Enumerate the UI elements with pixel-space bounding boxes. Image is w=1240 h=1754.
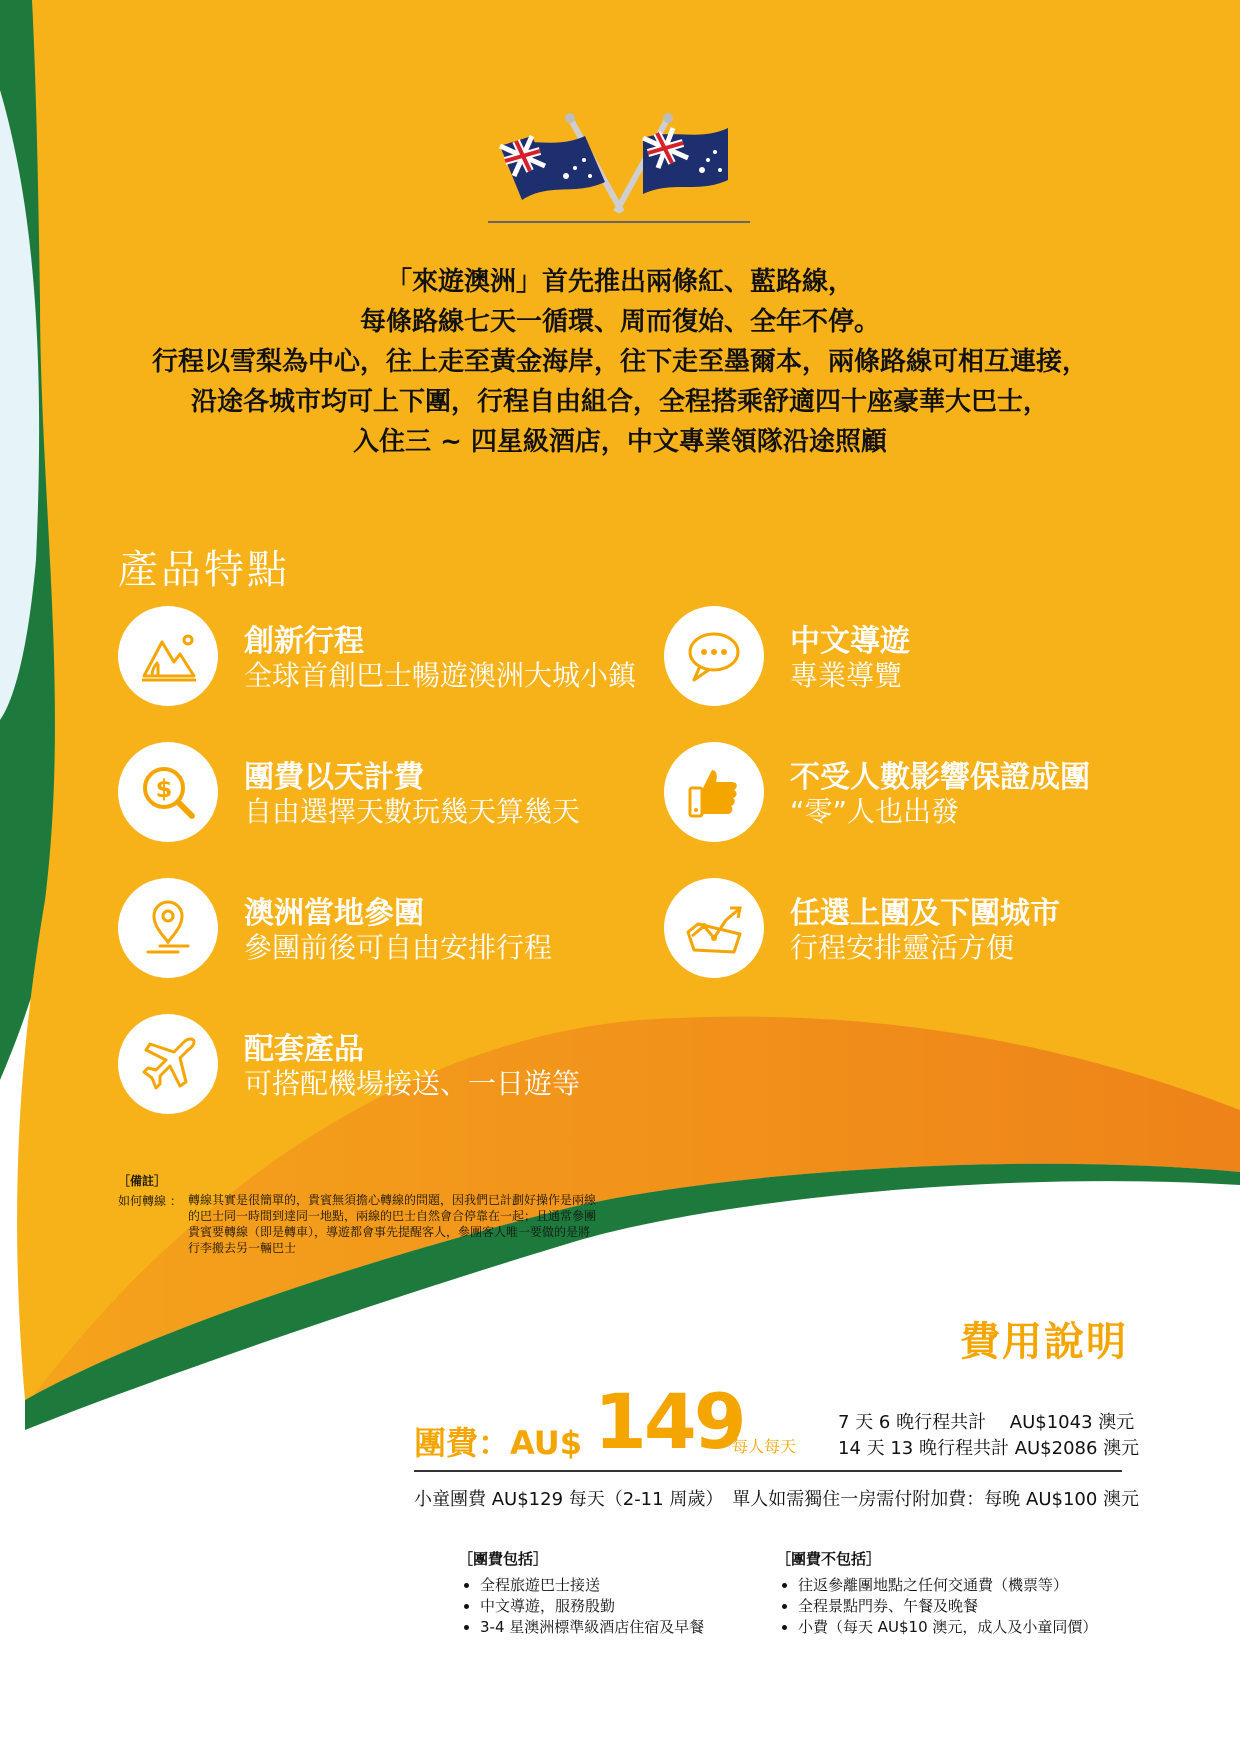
price-value: 149 bbox=[594, 1377, 744, 1466]
section-title-features: 產品特點 bbox=[118, 547, 290, 593]
package-price-7-days: 7 天 6 晚行程共計 AU$1043 澳元 bbox=[838, 1412, 1135, 1433]
divider bbox=[414, 1470, 1122, 1472]
location-pin-icon bbox=[138, 898, 198, 958]
feature-title: 團費以天計費 bbox=[244, 760, 424, 795]
intro-line: 每條路線七天一循環、周而復始、全年不停。 bbox=[359, 307, 880, 337]
includes-heading: ［團費包括］ bbox=[458, 1550, 549, 1568]
intro-line: 入住三 ~ 四星級酒店，中文專業領隊沿途照顧 bbox=[353, 427, 887, 457]
price-label: 團費：AU$ bbox=[414, 1424, 583, 1462]
package-price-14-days: 14 天 13 晚行程共計 AU$2086 澳元 bbox=[838, 1438, 1140, 1459]
fee-includes bbox=[458, 1548, 704, 1638]
feature-item bbox=[118, 1014, 638, 1114]
airplane-icon bbox=[138, 1034, 198, 1094]
list-item: • 往返參離團地點之任何交通費（機票等） bbox=[798, 1575, 1097, 1596]
intro-line: 行程以雪梨為中心，往上走至黃金海岸，往下走至墨爾本，兩條路線可相互連接， bbox=[151, 347, 1088, 377]
feature-item bbox=[664, 606, 1184, 706]
list-item: • 小費（每天 AU$10 澳元，成人及小童同價） bbox=[798, 1617, 1097, 1638]
notes-heading: ［備註］ bbox=[118, 1174, 167, 1188]
list-item: • 3-4 星澳洲標準級酒店住宿及早餐 bbox=[480, 1617, 704, 1638]
feature-title: 任選上團及下團城市 bbox=[790, 896, 1060, 931]
price-unit: 每人每天 bbox=[732, 1437, 797, 1456]
feature-icon-circle bbox=[118, 878, 218, 978]
feature-desc: 行程安排靈活方便 bbox=[790, 931, 1015, 964]
excludes-list bbox=[776, 1575, 1097, 1638]
feature-desc: “零”人也出發 bbox=[790, 795, 960, 828]
feature-title: 澳洲當地參團 bbox=[244, 896, 424, 931]
feature-desc: 專業導覽 bbox=[790, 659, 903, 692]
feature-icon-circle bbox=[664, 606, 764, 706]
fee-excludes bbox=[776, 1548, 1097, 1638]
feature-icon-circle bbox=[118, 606, 218, 706]
intro-paragraph bbox=[80, 262, 1160, 462]
fee-section-title: 費用說明 bbox=[960, 1319, 1128, 1365]
feature-desc: 參團前後可自由安排行程 bbox=[244, 931, 553, 964]
feature-icon-circle bbox=[118, 742, 218, 842]
child-and-single-fee: 小童團費 AU$129 每天（2-11 周歲） 單人如需獨住一房需付附加費：每晚 AU$100 澳元 bbox=[414, 1489, 1140, 1510]
feature-title: 中文導遊 bbox=[790, 624, 910, 659]
includes-list bbox=[458, 1575, 704, 1638]
feature-icon-circle bbox=[118, 1014, 218, 1114]
feature-title: 配套產品 bbox=[244, 1032, 364, 1067]
feature-title: 創新行程 bbox=[244, 624, 364, 659]
list-item: • 全程景點門券、午餐及晚餐 bbox=[798, 1596, 1097, 1617]
notes-body: 轉線其實是很簡單的，貴賓無須擔心轉線的問題，因我們已計劃好操作是兩線的巴士同一時間到達同一地點，兩線的巴士自然會合停靠在一起；且通常參團貴賓要轉線（即是轉車），導遊都會事先提醒客人，參團客人唯一要做的是將行李搬去另一輛巴士 bbox=[188, 1193, 597, 1255]
list-item: • 中文導遊，服務殷勤 bbox=[480, 1596, 704, 1617]
feature-item bbox=[118, 742, 638, 842]
svg-text:$: $ bbox=[155, 775, 173, 803]
thumbs-up-icon bbox=[684, 762, 744, 822]
feature-item bbox=[118, 878, 638, 978]
list-item: • 全程旅遊巴士接送 bbox=[480, 1575, 704, 1596]
intro-line: 「來遊澳洲」首先推出兩條紅、藍路線， bbox=[385, 267, 854, 297]
feature-desc: 全球首創巴士暢遊澳洲大城小鎮 bbox=[244, 659, 637, 692]
chat-bubble-icon bbox=[684, 626, 744, 686]
notes-label: 如何轉線 ： bbox=[118, 1194, 182, 1208]
excludes-heading: ［團費不包括］ bbox=[776, 1550, 882, 1568]
map-route-icon bbox=[684, 898, 744, 958]
feature-icon-circle bbox=[664, 742, 764, 842]
mountain-icon bbox=[138, 626, 198, 686]
feature-item bbox=[664, 742, 1184, 842]
feature-item bbox=[118, 606, 638, 706]
intro-line: 沿途各城市均可上下團，行程自由組合，全程搭乘舒適四十座豪華大巴士， bbox=[190, 387, 1049, 417]
dollar-search-icon bbox=[138, 762, 198, 822]
feature-desc: 可搭配機場接送、一日遊等 bbox=[244, 1067, 581, 1100]
feature-item bbox=[664, 878, 1184, 978]
feature-title: 不受人數影響保證成團 bbox=[790, 760, 1090, 795]
feature-desc: 自由選擇天數玩幾天算幾天 bbox=[244, 795, 581, 828]
feature-icon-circle bbox=[664, 878, 764, 978]
